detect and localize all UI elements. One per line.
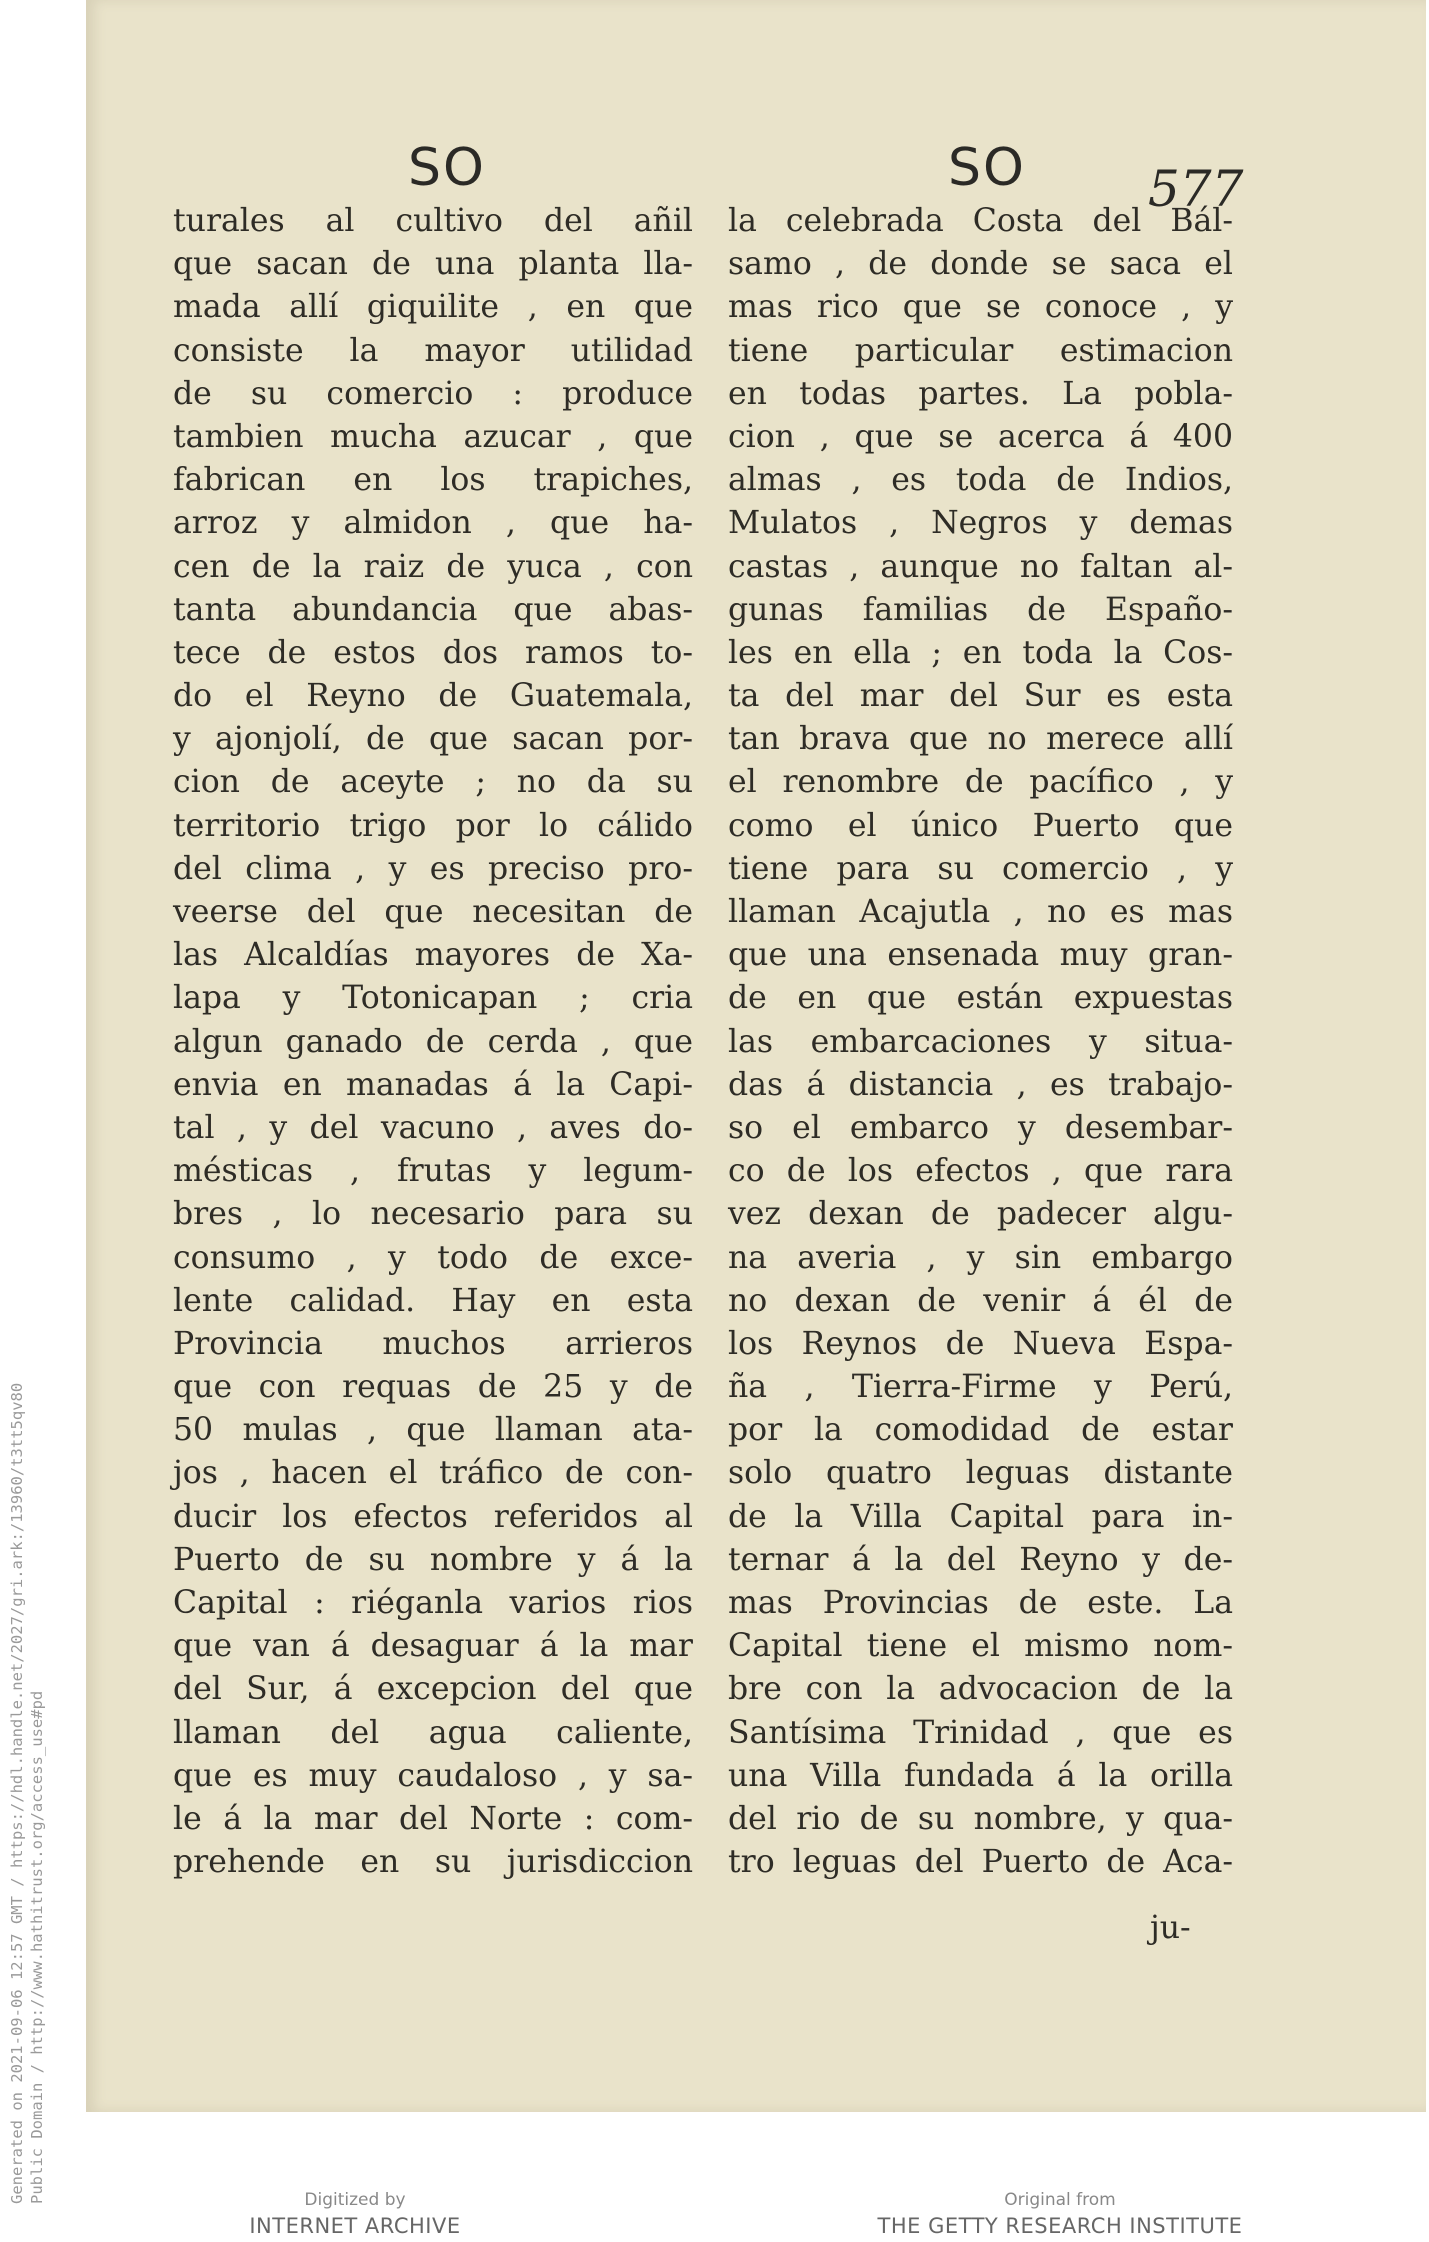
getty-institute-label: THE GETTY RESEARCH INSTITUTE [877, 2214, 1243, 2238]
text-line: solo quatro leguas distante [728, 1455, 1233, 1492]
text-line: ña , Tierra-Firme y Perú, [728, 1369, 1233, 1406]
text-line: llaman Acajutla , no es mas [728, 894, 1233, 930]
text-line: que con requas de 25 y de [173, 1369, 693, 1406]
text-line: Capital tiene el mismo nom- [728, 1628, 1233, 1665]
text-line: tambien mucha azucar , que [173, 418, 693, 455]
text-line: gunas familias de Españo- [728, 591, 1233, 628]
text-line: veerse del que necesitan de [173, 894, 693, 930]
internet-archive-label: INTERNET ARCHIVE [249, 2214, 461, 2238]
text-line: que sacan de una planta lla- [173, 246, 693, 283]
text-line: das á distancia , es trabajo- [728, 1066, 1233, 1103]
text-line: del rio de su nombre, y qua- [728, 1800, 1233, 1837]
text-line: do el Reyno de Guatemala, [173, 678, 693, 715]
text-line: del clima , y es preciso pro- [173, 850, 693, 887]
text-line: las embarcaciones y situa- [728, 1023, 1233, 1060]
text-line: territorio trigo por lo cálido [173, 807, 693, 844]
text-line: bre con la advocacion de la [728, 1671, 1233, 1708]
original-from-credit [860, 2190, 1260, 2238]
text-line: envia en manadas á la Capi- [173, 1066, 693, 1103]
text-line: arroz y almidon , que ha- [173, 505, 693, 542]
text-line: Provincia muchos arrieros [173, 1325, 693, 1362]
text-line: co de los efectos , que rara [728, 1153, 1233, 1190]
text-line: vez dexan de padecer algu- [728, 1196, 1233, 1233]
text-line: no dexan de venir á él de [728, 1282, 1233, 1319]
digitized-by-credit [220, 2190, 490, 2238]
text-line: del Sur, á excepcion del que [173, 1671, 693, 1708]
text-line: almas , es toda de Indios, [728, 462, 1233, 499]
text-line: que una ensenada muy gran- [728, 937, 1233, 974]
text-line: una Villa fundada á la orilla [728, 1757, 1233, 1794]
catchword: ju- [1150, 1910, 1191, 1946]
text-line: mas rico que se conoce , y [728, 289, 1233, 326]
text-line: llaman del agua caliente, [173, 1714, 693, 1751]
text-line: les en ella ; en toda la Cos- [728, 634, 1233, 671]
running-head-left: SO [408, 138, 486, 198]
text-line: las Alcaldías mayores de Xa- [173, 937, 693, 974]
digitized-by-label: Digitized by [304, 2190, 406, 2210]
text-line: que es muy caudaloso , y sa- [173, 1757, 693, 1794]
text-line: Mulatos , Negros y demas [728, 505, 1233, 542]
text-line: tan brava que no merece allí [728, 721, 1233, 758]
text-line: tiene particular estimacion [728, 332, 1233, 369]
text-line: prehende en su jurisdiccion [173, 1844, 693, 1881]
text-line: tal , y del vacuno , aves do- [173, 1109, 693, 1146]
text-line: los Reynos de Nueva Espa- [728, 1325, 1233, 1362]
running-head-right: SO [948, 138, 1026, 198]
original-from-label: Original from [1004, 2190, 1116, 2210]
text-line: lente calidad. Hay en esta [173, 1282, 693, 1319]
page-number: 577 [1148, 160, 1244, 218]
text-line: consumo , y todo de exce- [173, 1239, 693, 1276]
text-line: en todas partes. La pobla- [728, 375, 1233, 412]
text-line: algun ganado de cerda , que [173, 1023, 693, 1060]
text-line: como el único Puerto que [728, 807, 1233, 844]
text-line: de la Villa Capital para in- [728, 1498, 1233, 1535]
text-line: ternar á la del Reyno y de- [728, 1541, 1233, 1578]
text-line: de su comercio : produce [173, 375, 693, 412]
text-line: que van á desaguar á la mar [173, 1628, 693, 1665]
text-line: lapa y Totonicapan ; cria [173, 980, 693, 1017]
text-line: tro leguas del Puerto de Aca- [728, 1844, 1233, 1881]
text-line: de en que están expuestas [728, 980, 1233, 1017]
text-line: 50 mulas , que llaman ata- [173, 1412, 693, 1449]
text-line: y ajonjolí, de que sacan por- [173, 721, 693, 758]
text-line: turales al cultivo del añil [173, 203, 693, 239]
text-line: la celebrada Costa del Bál- [728, 203, 1233, 239]
text-line: mada allí giquilite , en que [173, 289, 693, 326]
text-line: tece de estos dos ramos to- [173, 634, 693, 671]
text-line: ta del mar del Sur es esta [728, 678, 1233, 715]
text-line: cen de la raiz de yuca , con [173, 548, 693, 585]
text-line: por la comodidad de estar [728, 1412, 1233, 1449]
text-line: cion de aceyte ; no da su [173, 764, 693, 801]
left-text-column [173, 200, 693, 1884]
text-line: tanta abundancia que abas- [173, 591, 693, 628]
hathitrust-side-note: Generated on 2021-09-06 12:57 GMT / https://hdl.handle.net/2027/gri.ark:/13960/t3tt5qv80 Public Domain / http://www.hathitrust.org/access_use#pd [8, 1382, 46, 2204]
text-line: castas , aunque no faltan al- [728, 548, 1233, 585]
text-line: samo , de donde se saca el [728, 246, 1233, 283]
text-line: bres , lo necesario para su [173, 1196, 693, 1233]
text-line: Capital : riéganla varios rios [173, 1585, 693, 1621]
text-line: consiste la mayor utilidad [173, 332, 693, 369]
text-line: Puerto de su nombre y á la [173, 1541, 693, 1578]
text-line: cion , que se acerca á 400 [728, 418, 1233, 455]
text-line: fabrican en los trapiches, [173, 462, 693, 499]
text-line: tiene para su comercio , y [728, 850, 1233, 887]
right-text-column [728, 200, 1233, 1884]
text-line: jos , hacen el tráfico de con- [173, 1455, 693, 1492]
text-line: ducir los efectos referidos al [173, 1498, 693, 1535]
text-line: le á la mar del Norte : com- [173, 1800, 693, 1837]
text-line: el renombre de pacífico , y [728, 764, 1233, 801]
text-line: Santísima Trinidad , que es [728, 1714, 1233, 1751]
text-line: na averia , y sin embargo [728, 1239, 1233, 1276]
text-line: mas Provincias de este. La [728, 1585, 1233, 1621]
text-line: mésticas , frutas y legum- [173, 1153, 693, 1190]
text-line: so el embarco y desembar- [728, 1109, 1233, 1146]
